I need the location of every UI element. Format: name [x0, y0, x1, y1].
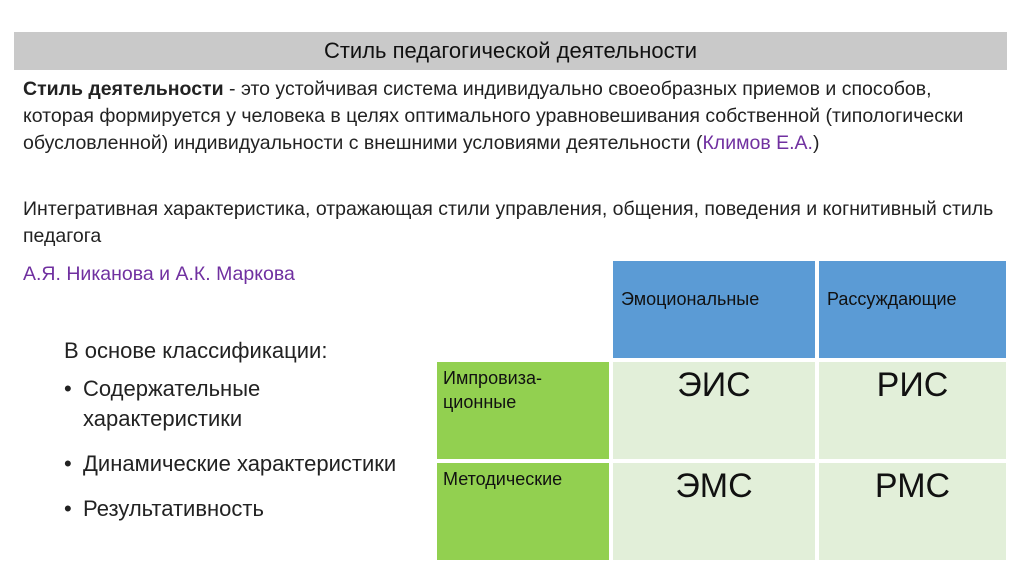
table-header-cell: [611, 259, 817, 360]
list-item-text: Динамические характеристики: [83, 451, 397, 476]
cell-eis: ЭИС: [677, 366, 751, 404]
list-item-text: Содержательные характеристики: [83, 376, 261, 431]
basis-list: [64, 374, 424, 524]
bullet-icon: •: [64, 376, 72, 401]
column-header-emotional: Эмоциональные: [621, 289, 760, 309]
cell-ems: ЭМС: [675, 467, 753, 505]
classification-basis: [64, 336, 424, 539]
table-cell: [611, 360, 817, 461]
table-row-header: [435, 360, 611, 461]
row-header-methodical: Методические: [443, 469, 563, 489]
bullet-icon: •: [64, 496, 72, 521]
definition-author: Климов Е.А.: [702, 132, 813, 154]
definition-close: ): [812, 132, 820, 154]
bullet-icon: •: [64, 451, 72, 476]
table-row-header: [435, 461, 611, 562]
cell-rms: РМС: [874, 467, 951, 505]
table-cell: [817, 360, 1008, 461]
list-item: [64, 494, 424, 524]
table-cell: [817, 461, 1008, 562]
title-bar: [14, 32, 1007, 70]
definition-paragraph: [23, 76, 998, 157]
definition-term: Стиль деятельности: [23, 78, 224, 100]
definition-text: - это устойчивая система индивидуально своеобразных приемов и способов, которая формируется у человека в целях оптимального уравновешивания собственной (типологически обусловленной) индивидуальности с внешними условиями деятельности (: [23, 78, 964, 154]
integrative-paragraph: Интегративная характеристика, отражающая стили управления, общения, поведения и когнитивный стиль педагога: [23, 198, 994, 247]
row-header-improvisational: Импровиза-ционные: [443, 368, 542, 412]
list-item-text: Результативность: [83, 496, 264, 521]
list-item: [64, 374, 424, 434]
table-header-cell: [817, 259, 1008, 360]
column-header-reasoning: Рассуждающие: [827, 289, 957, 309]
style-table: [435, 259, 1008, 562]
table-cell: [611, 461, 817, 562]
cell-ris: РИС: [876, 366, 949, 404]
page-title: Стиль педагогической деятельности: [323, 38, 698, 63]
list-item: [64, 449, 424, 479]
basis-heading: В основе классификации:: [64, 338, 328, 363]
authors-line: А.Я. Никанова и А.К. Маркова: [23, 263, 295, 285]
